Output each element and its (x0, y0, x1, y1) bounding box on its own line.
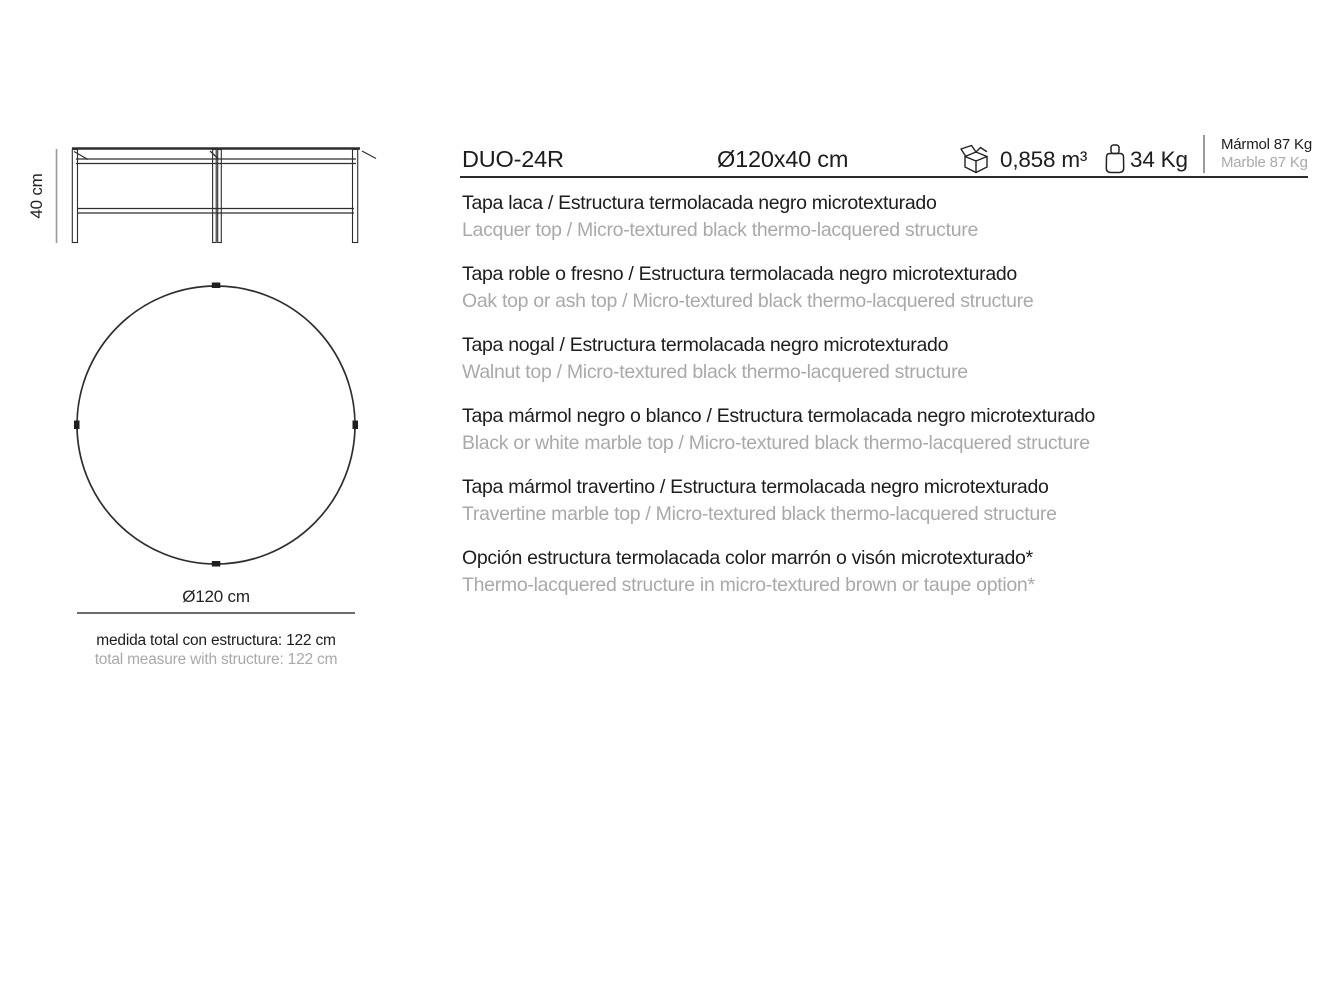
finish-en: Lacquer top / Micro-textured black thermo-lacquered structure (462, 219, 979, 241)
finish-option-marble-travertine (462, 474, 1202, 528)
finish-es: Opción estructura termolacada color marrón o visón microtexturado* (462, 547, 1033, 569)
finish-option-walnut (462, 332, 1202, 386)
header-divider (1203, 135, 1205, 173)
finish-es: Tapa nogal / Estructura termolacada negro microtexturado (462, 334, 949, 356)
front-view-drawing (72, 149, 376, 243)
height-dimension-label: 40 cm (27, 173, 46, 219)
finish-en: Walnut top / Micro-textured black thermo-lacquered structure (462, 361, 968, 383)
header-rule (460, 176, 1308, 178)
finish-option-structure-color (462, 545, 1202, 599)
finish-en: Black or white marble top / Micro-textured black thermo-lacquered structure (462, 432, 1090, 454)
diameter-dimension-label: Ø120 cm (182, 587, 250, 606)
product-name: DUO-24R (462, 146, 564, 172)
open-box-icon (959, 142, 993, 178)
finish-en: Travertine marble top / Micro-textured black thermo-lacquered structure (462, 503, 1057, 525)
finish-en: Oak top or ash top / Micro-textured black thermo-lacquered structure (462, 290, 1034, 312)
weight-value: 34 Kg (1130, 147, 1188, 172)
marble-weight-en: Marble 87 Kg (1221, 154, 1308, 171)
tabletop-circle (77, 286, 355, 564)
finish-option-lacquer (462, 190, 1202, 244)
left-foot-mark (74, 421, 80, 430)
top-foot-mark (212, 283, 221, 289)
bottom-foot-mark (212, 561, 221, 567)
product-dimensions: Ø120x40 cm (717, 146, 849, 172)
finish-option-oak-ash (462, 261, 1202, 315)
right-foot-mark (353, 421, 359, 430)
finish-en: Thermo-lacquered structure in micro-textured brown or taupe option* (462, 574, 1035, 596)
finish-es: Tapa mármol travertino / Estructura termolacada negro microtexturado (462, 476, 1049, 498)
total-measure-label-en: total measure with structure: 122 cm (94, 651, 338, 668)
finish-es: Tapa roble o fresno / Estructura termolacada negro microtexturado (462, 263, 1017, 285)
volume-value: 0,858 m³ (1000, 147, 1088, 172)
finish-es: Tapa laca / Estructura termolacada negro microtexturado (462, 192, 937, 214)
marble-weight-es: Mármol 87 Kg (1221, 136, 1312, 153)
finish-options-list (462, 190, 1202, 616)
finish-es: Tapa mármol negro o blanco / Estructura termolacada negro microtexturado (462, 405, 1096, 427)
weight-icon (1104, 143, 1126, 175)
finish-option-marble-black-white (462, 403, 1202, 457)
top-view-drawing (74, 283, 358, 567)
total-measure-label-es: medida total con estructura: 122 cm (96, 632, 336, 649)
